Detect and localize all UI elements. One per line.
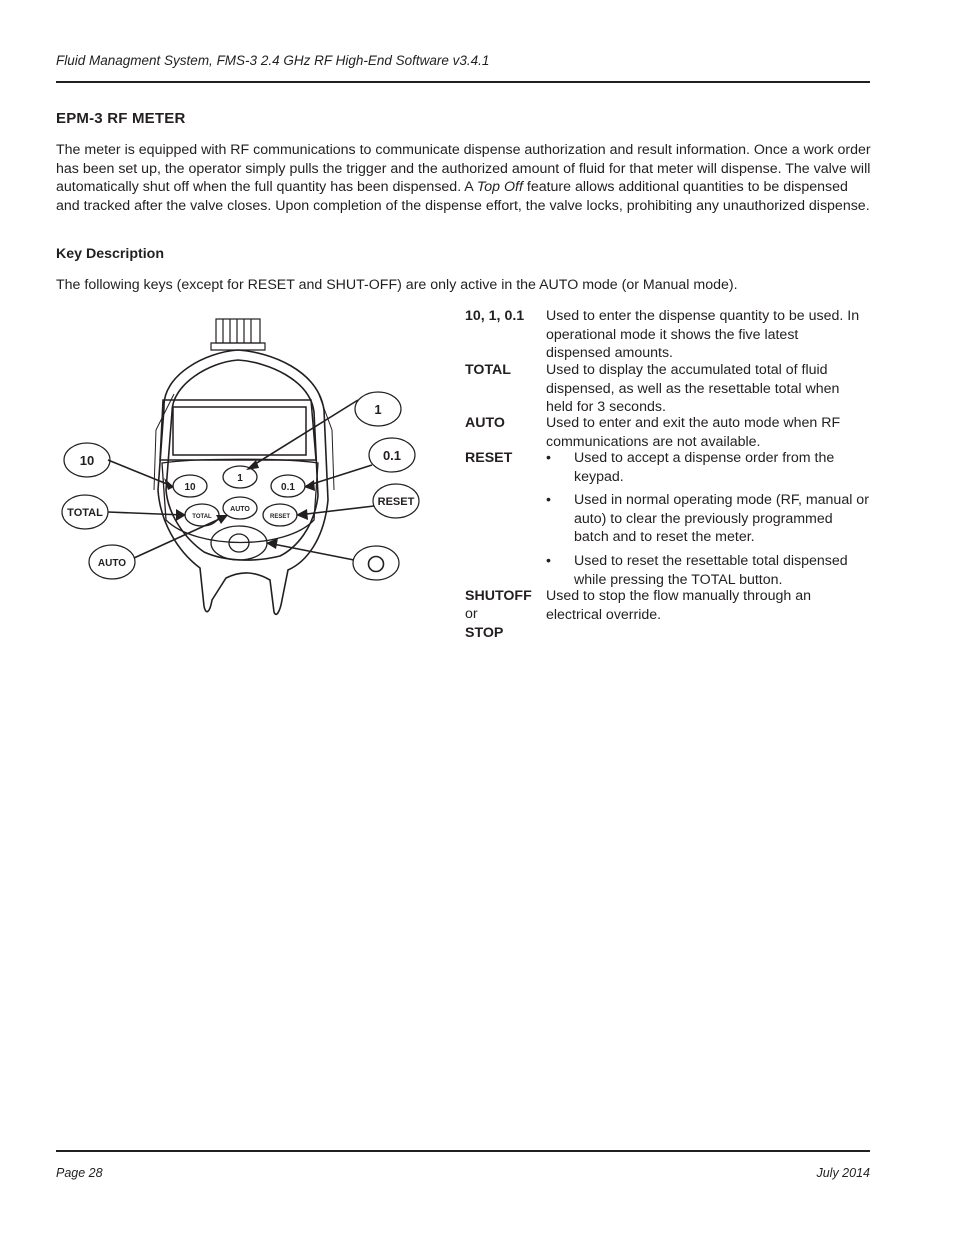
arrow-0-1: [304, 480, 315, 491]
key-description-intro: The following keys (except for RESET and SHUT-OFF) are only active in the AUTO mode (or Manual mode).: [56, 277, 738, 293]
key-desc-shutoff: Used to stop the flow manually through an electrical override.: [546, 588, 811, 623]
section-title: EPM-3 RF METER: [56, 110, 186, 127]
key-term-stop: STOP: [465, 625, 504, 641]
callout-reset-label: RESET: [377, 496, 415, 508]
key-label-0-1: 0.1: [281, 482, 295, 493]
key-label-reset: RESET: [269, 514, 291, 520]
key-label-auto: AUTO: [230, 506, 250, 513]
key-term-total: TOTAL: [465, 362, 511, 378]
bullet-mark: •: [546, 553, 551, 569]
arrow-1: [246, 460, 259, 470]
arrow-total: [176, 509, 186, 521]
key-descriptions: [465, 307, 870, 647]
key-label-1: 1: [237, 473, 243, 484]
callout-total-label: TOTAL: [67, 507, 103, 519]
bullet-mark: •: [546, 492, 551, 508]
header-rule: [56, 81, 870, 83]
meter-connector: [211, 319, 265, 350]
leader-reset: [298, 506, 374, 515]
footer-date: July 2014: [816, 1166, 870, 1180]
intro-italic: Top Off: [476, 179, 523, 196]
callout-shutoff-icon: [369, 557, 384, 572]
key-description-title: Key Description: [56, 246, 165, 262]
meter-display: [160, 400, 316, 460]
bullet-mark: •: [546, 450, 551, 466]
callout-1-label: 1: [374, 402, 382, 417]
key-term-or: or: [465, 606, 478, 622]
leader-1: [252, 400, 358, 466]
intro-text-1: The meter is equipped with RF communications to communicate dispense authorization and result information. Once a work order has been set up, the operator simply pulls the trigger and the authorized amount of fluid for that meter will dispense. The valve will automatically shut off when the full quantity has been dispensed. A: [56, 142, 871, 196]
key-desc-auto: Used to enter and exit the auto mode when RF communications are not available.: [546, 415, 841, 450]
key-label-10: 10: [184, 482, 196, 493]
leader-shutoff: [268, 543, 354, 560]
intro-paragraph: [56, 141, 871, 216]
key-term-10-1-0-1: 10, 1, 0.1: [465, 308, 525, 324]
callout-shutoff-bubble: [353, 546, 399, 580]
intro-text-2: feature allows additional quantities to be dispensed and tracked after the valve closes. Upon completion of the dispense effort, the valve locks, prohibiting any unauthorized dispense.: [56, 179, 870, 215]
reset-bullet-text-2: Used in normal operating mode (RF, manual or auto) to clear the previously programmed batch and to reset the meter.: [574, 492, 869, 545]
key-term-auto: AUTO: [465, 415, 505, 431]
callout-0-1-label: 0.1: [382, 448, 402, 463]
footer-rule: [56, 1150, 870, 1152]
footer-page-number: Page 28: [56, 1166, 103, 1180]
arrow-reset: [296, 509, 308, 520]
meter-body: [154, 350, 334, 614]
key-term-shutoff: SHUTOFF: [465, 588, 532, 604]
key-desc-total: Used to display the accumulated total of fluid dispensed, as well as the resettable total when held for 3 seconds.: [546, 362, 840, 415]
meter-figure: [56, 300, 436, 630]
key-term-reset: RESET: [465, 450, 513, 466]
reset-bullet-text-3: Used to reset the resettable total dispensed while pressing the TOTAL button.: [574, 553, 848, 588]
callout-10-label: 10: [79, 453, 95, 468]
meter-illustration: [56, 300, 436, 630]
reset-bullet-text-1: Used to accept a dispense order from the keypad.: [574, 450, 835, 485]
header-title: Fluid Managment System, FMS-3 2.4 GHz RF High-End Software v3.4.1: [56, 53, 490, 68]
keypad-border: [162, 459, 318, 542]
callout-auto-label: AUTO: [97, 558, 127, 569]
key-label-total: TOTAL: [192, 514, 212, 520]
key-desc-10-1-0-1: Used to enter the dispense quantity to be used. In operational mode it shows the five latest dispensed amounts.: [546, 308, 860, 361]
